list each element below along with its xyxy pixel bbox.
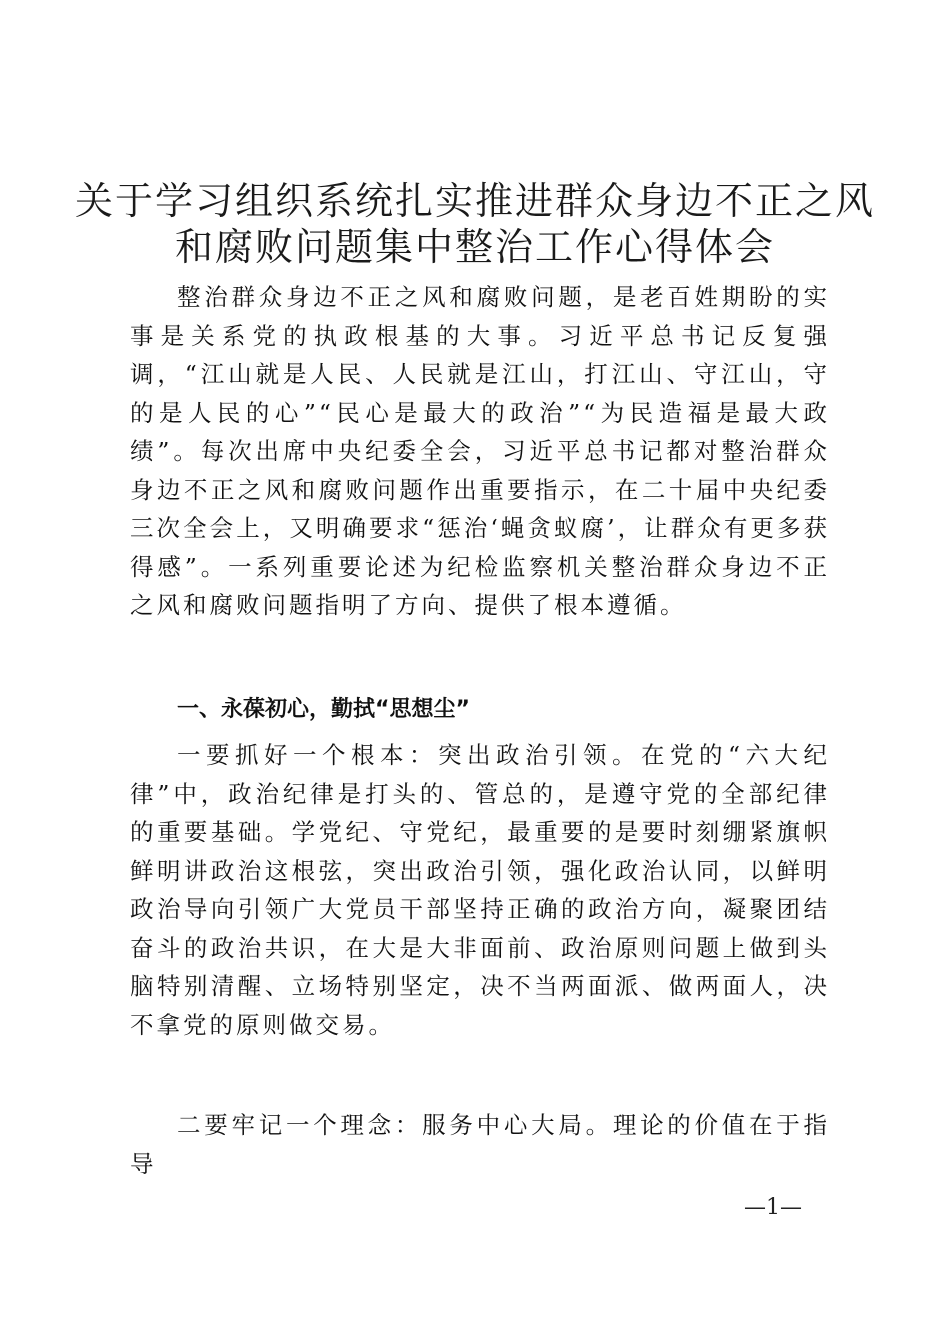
paragraph-intro: 整治群众身边不正之风和腐败问题，是老百姓期盼的实事是关系党的执政根基的大事。习近平总书记反复强调，“江山就是人民、人民就是江山，打江山、守江山，守的是人民的心”“民心是最大的政治”“为民造福是最大政绩”。每次出席中央纪委全会，习近平总书记都对整治群众身边不正之风和腐败问题作出重要指示，在二十届中央纪委三次全会上，又明确要求“惩治‘蝇贪蚁腐’，让群众有更多获得感”。一系列重要论述为纪检监察机关整治群众身边不正之风和腐败问题指明了方向、提供了根本遵循。 [130,283,830,619]
paragraph-political-guidance: 一要抓好一个根本：突出政治引领。在党的“六大纪律”中，政治纪律是打头的、管总的，是遵守党的全部纪律的重要基础。学党纪、守党纪，最重要的是要时刻绷紧旗帜鲜明讲政治这根弦，突出政治引领，强化政治认同，以鲜明政治导向引领广大党员干部坚持正确的政治方向，凝聚团结奋斗的政治共识，在大是大非面前、政治原则问题上做到头脑特别清醒、立场特别坚定，决不当两面派、做两面人，决不拿党的原则做交易。 [130,741,830,1039]
paragraph-service-concept: 二要牢记一个理念：服务中心大局。理论的价值在于指导 [130,1111,830,1178]
body-section-3 [130,1106,830,1183]
document-title-line-1: 关于学习组织系统扎实推进群众身边不正之风 [74,179,875,223]
section-heading-1: 一、永葆初心，勤拭“思想尘” [177,697,470,722]
body-section-2 [130,736,830,1044]
page-number: —1— [744,1195,802,1220]
body-section-1 [130,278,830,625]
document-title-line-2: 和腐败问题集中整治工作心得体会 [174,225,775,269]
